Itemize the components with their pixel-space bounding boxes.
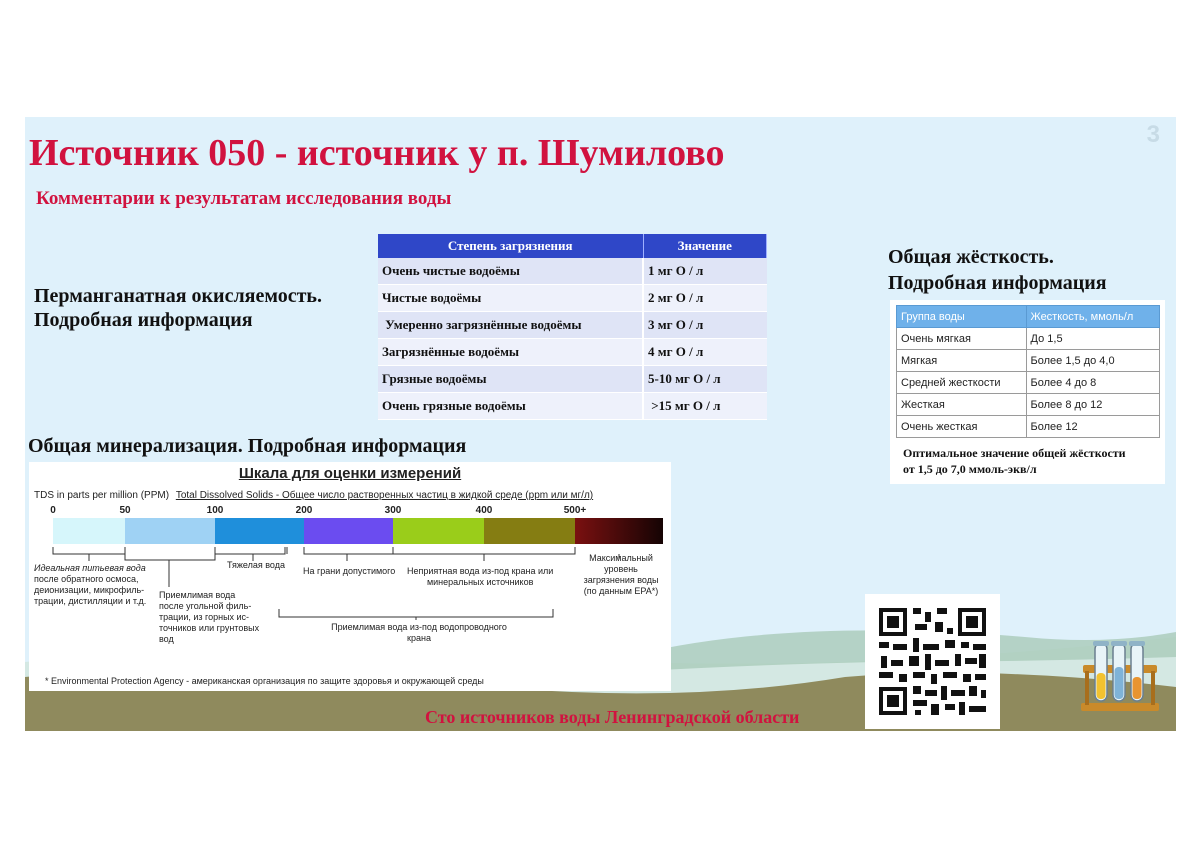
tds-scale-title: Шкала для оценки измерений <box>238 465 462 482</box>
tds-label-filtered-line5: вод <box>159 634 174 644</box>
tds-tick-label: 0 <box>50 505 56 516</box>
hardness-table-header <box>897 306 1160 328</box>
permanganate-heading-line2: Подробная информация <box>34 309 253 331</box>
table-row <box>378 258 767 285</box>
pollution-value-cell: 1 мг О / л <box>643 258 767 285</box>
test-tubes-icon <box>1075 637 1165 717</box>
qr-code-icon <box>865 594 1000 729</box>
page-title: Источник 050 - источник у п. Шумилово <box>29 132 725 174</box>
pollution-degree-cell: Загрязнённые водоёмы <box>378 339 643 366</box>
table-row <box>378 366 767 393</box>
tds-label-ideal-line4: трации, дистилляции и т.д. <box>34 596 147 606</box>
table-row <box>897 416 1160 438</box>
tds-scale <box>29 462 671 691</box>
pollution-value-cell: 2 мг О / л <box>643 285 767 312</box>
hardness-group-cell: Мягкая <box>897 350 1027 372</box>
tds-label-max-line1: Максимальный <box>589 553 653 563</box>
tds-label-filtered-line2: после угольной филь- <box>159 601 252 611</box>
hardness-value-cell: До 1,5 <box>1026 328 1159 350</box>
tds-label-tap-bad <box>407 566 553 588</box>
tds-footnote: * Environmental Protection Agency - американская организация по защите здоровья и окружающей среды <box>45 676 484 686</box>
hardness-note <box>903 445 1126 477</box>
qr-code[interactable] <box>865 594 1000 729</box>
pollution-value-cell: 5-10 мг О / л <box>643 366 767 393</box>
pollution-header-degree: Степень загрязнения <box>378 234 643 258</box>
tds-label-tap-bad-line1: Неприятная вода из-под крана или <box>407 566 554 576</box>
slide <box>25 117 1176 731</box>
tds-label-filtered-line3: трации, из горных ис- <box>159 612 250 622</box>
footer-text: Сто источников воды Ленинградской области <box>425 707 800 727</box>
tds-label-filtered <box>159 590 259 645</box>
tds-label-edge: На грани допустимого <box>303 566 396 576</box>
tds-tick-label: 400 <box>475 505 493 516</box>
pollution-degree-cell: Грязные водоёмы <box>378 366 643 393</box>
tds-label-ideal <box>34 563 146 607</box>
tds-label-max-line2: уровень <box>604 564 638 574</box>
tds-label-tap-ok-line2: крана <box>407 633 431 643</box>
pollution-degree-cell: Очень грязные водоёмы <box>378 393 643 420</box>
pollution-value-cell: >15 мг О / л <box>643 393 767 420</box>
tds-label-ideal-line2: после обратного осмоса, <box>34 574 139 584</box>
table-row <box>378 312 767 339</box>
pollution-header-value: Значение <box>643 234 767 258</box>
tds-label-max-line3: загрязнения воды <box>583 575 659 585</box>
pollution-value-cell: 4 мг О / л <box>643 339 767 366</box>
hardness-value-cell: Более 1,5 до 4,0 <box>1026 350 1159 372</box>
hardness-value-cell: Более 12 <box>1026 416 1159 438</box>
hardness-table <box>896 305 1160 438</box>
tds-label-filtered-line4: точников или грунтовых <box>159 623 260 633</box>
tds-tick-label: 500+ <box>563 505 587 516</box>
table-row <box>897 350 1160 372</box>
tds-unit-label: TDS in parts per million (PPM) <box>34 490 170 501</box>
pollution-degree-cell: Умеренно загрязнённые водоёмы <box>378 312 643 339</box>
hardness-value-cell: Более 4 до 8 <box>1026 372 1159 394</box>
hardness-group-cell: Средней жесткости <box>897 372 1027 394</box>
table-row <box>378 285 767 312</box>
tds-unit-description: Total Dissolved Solids - Общее число растворенных частиц в жидкой среде (ppm или мг/л) <box>175 490 594 501</box>
pollution-value-cell: 3 мг О / л <box>643 312 767 339</box>
tds-label-filtered-line1: Приемлимая вода <box>159 590 236 600</box>
hardness-heading-line1: Общая жёсткость. <box>888 246 1054 268</box>
tds-tick-label: 300 <box>384 505 402 516</box>
tds-label-max <box>581 553 661 597</box>
tds-label-max-line4: (по данным EPA*) <box>583 586 659 596</box>
tds-tick-label: 100 <box>206 505 224 516</box>
tds-tick-label: 50 <box>119 505 131 516</box>
tds-label-tap-ok <box>294 622 544 644</box>
pollution-degree-cell: Очень чистые водоёмы <box>378 258 643 285</box>
pollution-table-header <box>378 234 767 258</box>
tds-label-heavy: Тяжелая вода <box>227 560 285 570</box>
table-row <box>378 393 767 420</box>
pollution-degree-cell: Чистые водоёмы <box>378 285 643 312</box>
hardness-group-cell: Жесткая <box>897 394 1027 416</box>
hardness-note-line1: Оптимальное значение общей жёсткости <box>903 446 1126 460</box>
tds-label-tap-bad-line2: минеральных источников <box>426 577 534 587</box>
page-number: 3 <box>1146 121 1160 148</box>
table-row <box>897 372 1160 394</box>
tds-tick-label: 200 <box>295 505 313 516</box>
hardness-group-cell: Очень жесткая <box>897 416 1027 438</box>
hardness-header-group: Группа воды <box>897 306 1027 328</box>
hardness-header-value: Жесткость, ммоль/л <box>1026 306 1159 328</box>
page-subtitle: Комментарии к результатам исследования воды <box>36 188 452 209</box>
hardness-note-line2: от 1,5 до 7,0 ммоль-экв/л <box>903 462 1037 476</box>
table-row <box>897 328 1160 350</box>
hardness-heading <box>888 244 1107 296</box>
pollution-table <box>378 234 767 420</box>
tds-label-tap-ok-line1: Приемлимая вода из-под водопроводного <box>331 622 507 632</box>
tds-label-ideal-line3: деионизации, микрофиль- <box>34 585 145 595</box>
hardness-card <box>890 300 1165 484</box>
tds-label-ideal-line1: Идеальная питьевая вода <box>34 563 146 573</box>
hardness-heading-line2: Подробная информация <box>888 272 1107 294</box>
permanganate-heading-line1: Перманганатная окисляемость. <box>34 285 322 307</box>
table-row <box>897 394 1160 416</box>
mineral-heading: Общая минерализация. Подробная информация <box>28 435 467 457</box>
permanganate-heading <box>34 284 322 332</box>
table-row <box>378 339 767 366</box>
hardness-value-cell: Более 8 до 12 <box>1026 394 1159 416</box>
hardness-group-cell: Очень мягкая <box>897 328 1027 350</box>
